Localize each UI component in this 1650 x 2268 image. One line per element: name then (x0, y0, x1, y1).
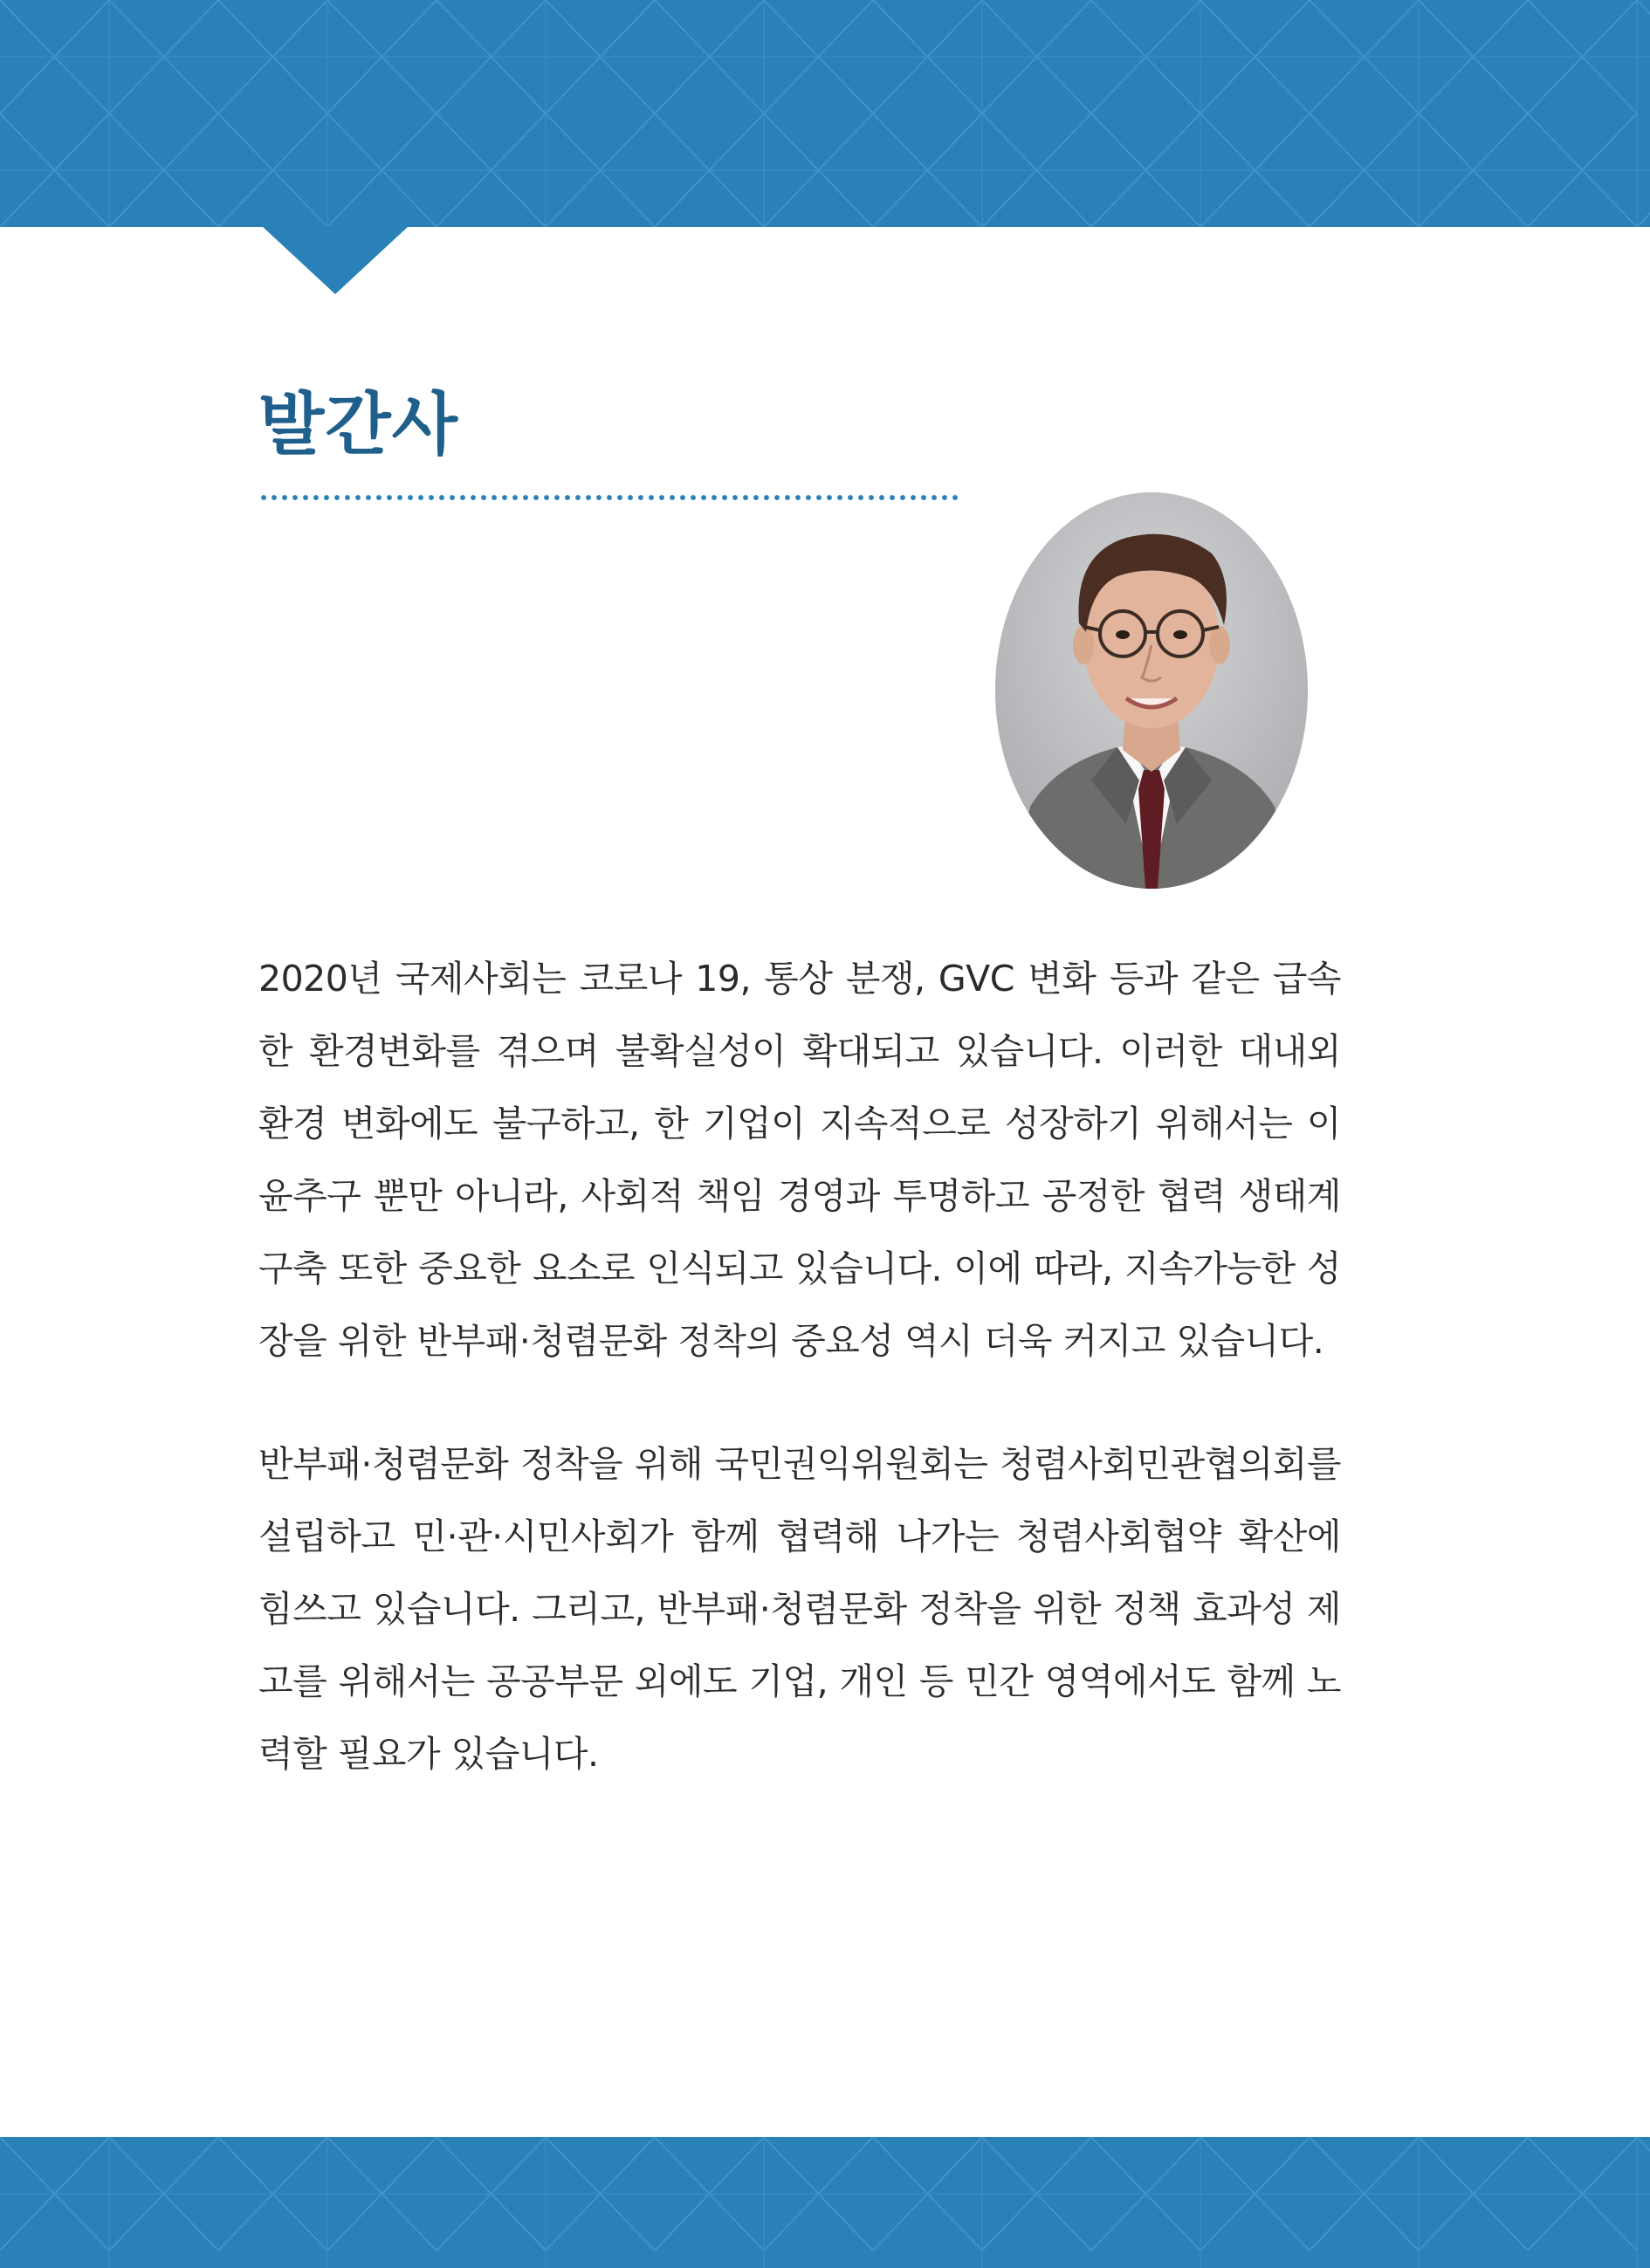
intro-paragraph-1: 2020년 국제사회는 코로나 19, 통상 분쟁, GVC 변화 등과 같은 급속한 환경변화를 겪으며 불확실성이 확대되고 있습니다. 이러한 대내외 환경 변화에도 불구하고, 한 기업이 지속적으로 성장하기 위해서는 이윤추구 뿐만 아니라, 사회적 책임 경영과 투명하고 공정한 협력 생태계 구축 또한 중요한 요소로 인식되고 있습니다. 이에 따라, 지속가능한 성장을 위한 반부패·청렴문화 정착의 중요성 역시 더욱 커지고 있습니다. (258, 958, 1341, 1362)
person-portrait-icon (995, 492, 1308, 889)
header-pattern-band (0, 0, 1650, 227)
footer-pattern-band (0, 2137, 1650, 2268)
geometric-pattern (0, 2137, 1650, 2268)
geometric-pattern (0, 0, 1650, 227)
portrait-photo (995, 492, 1308, 889)
title-dotted-divider (258, 494, 962, 501)
page-title: 발간사 (258, 386, 459, 464)
header-pointer-notch (262, 226, 409, 294)
intro-paragraph-2: 반부패·청렴문화 정착을 위해 국민권익위원회는 청렴사회민관협의회를 설립하고 민·관·시민사회가 함께 협력해 나가는 청렴사회협약 확산에 힘쓰고 있습니다. 그리고, 반부패·청렴문화 정착을 위한 정책 효과성 제고를 위해서는 공공부문 외에도 기업, 개인 등 민간 영역에서도 함께 노력할 필요가 있습니다. (258, 1443, 1341, 1775)
